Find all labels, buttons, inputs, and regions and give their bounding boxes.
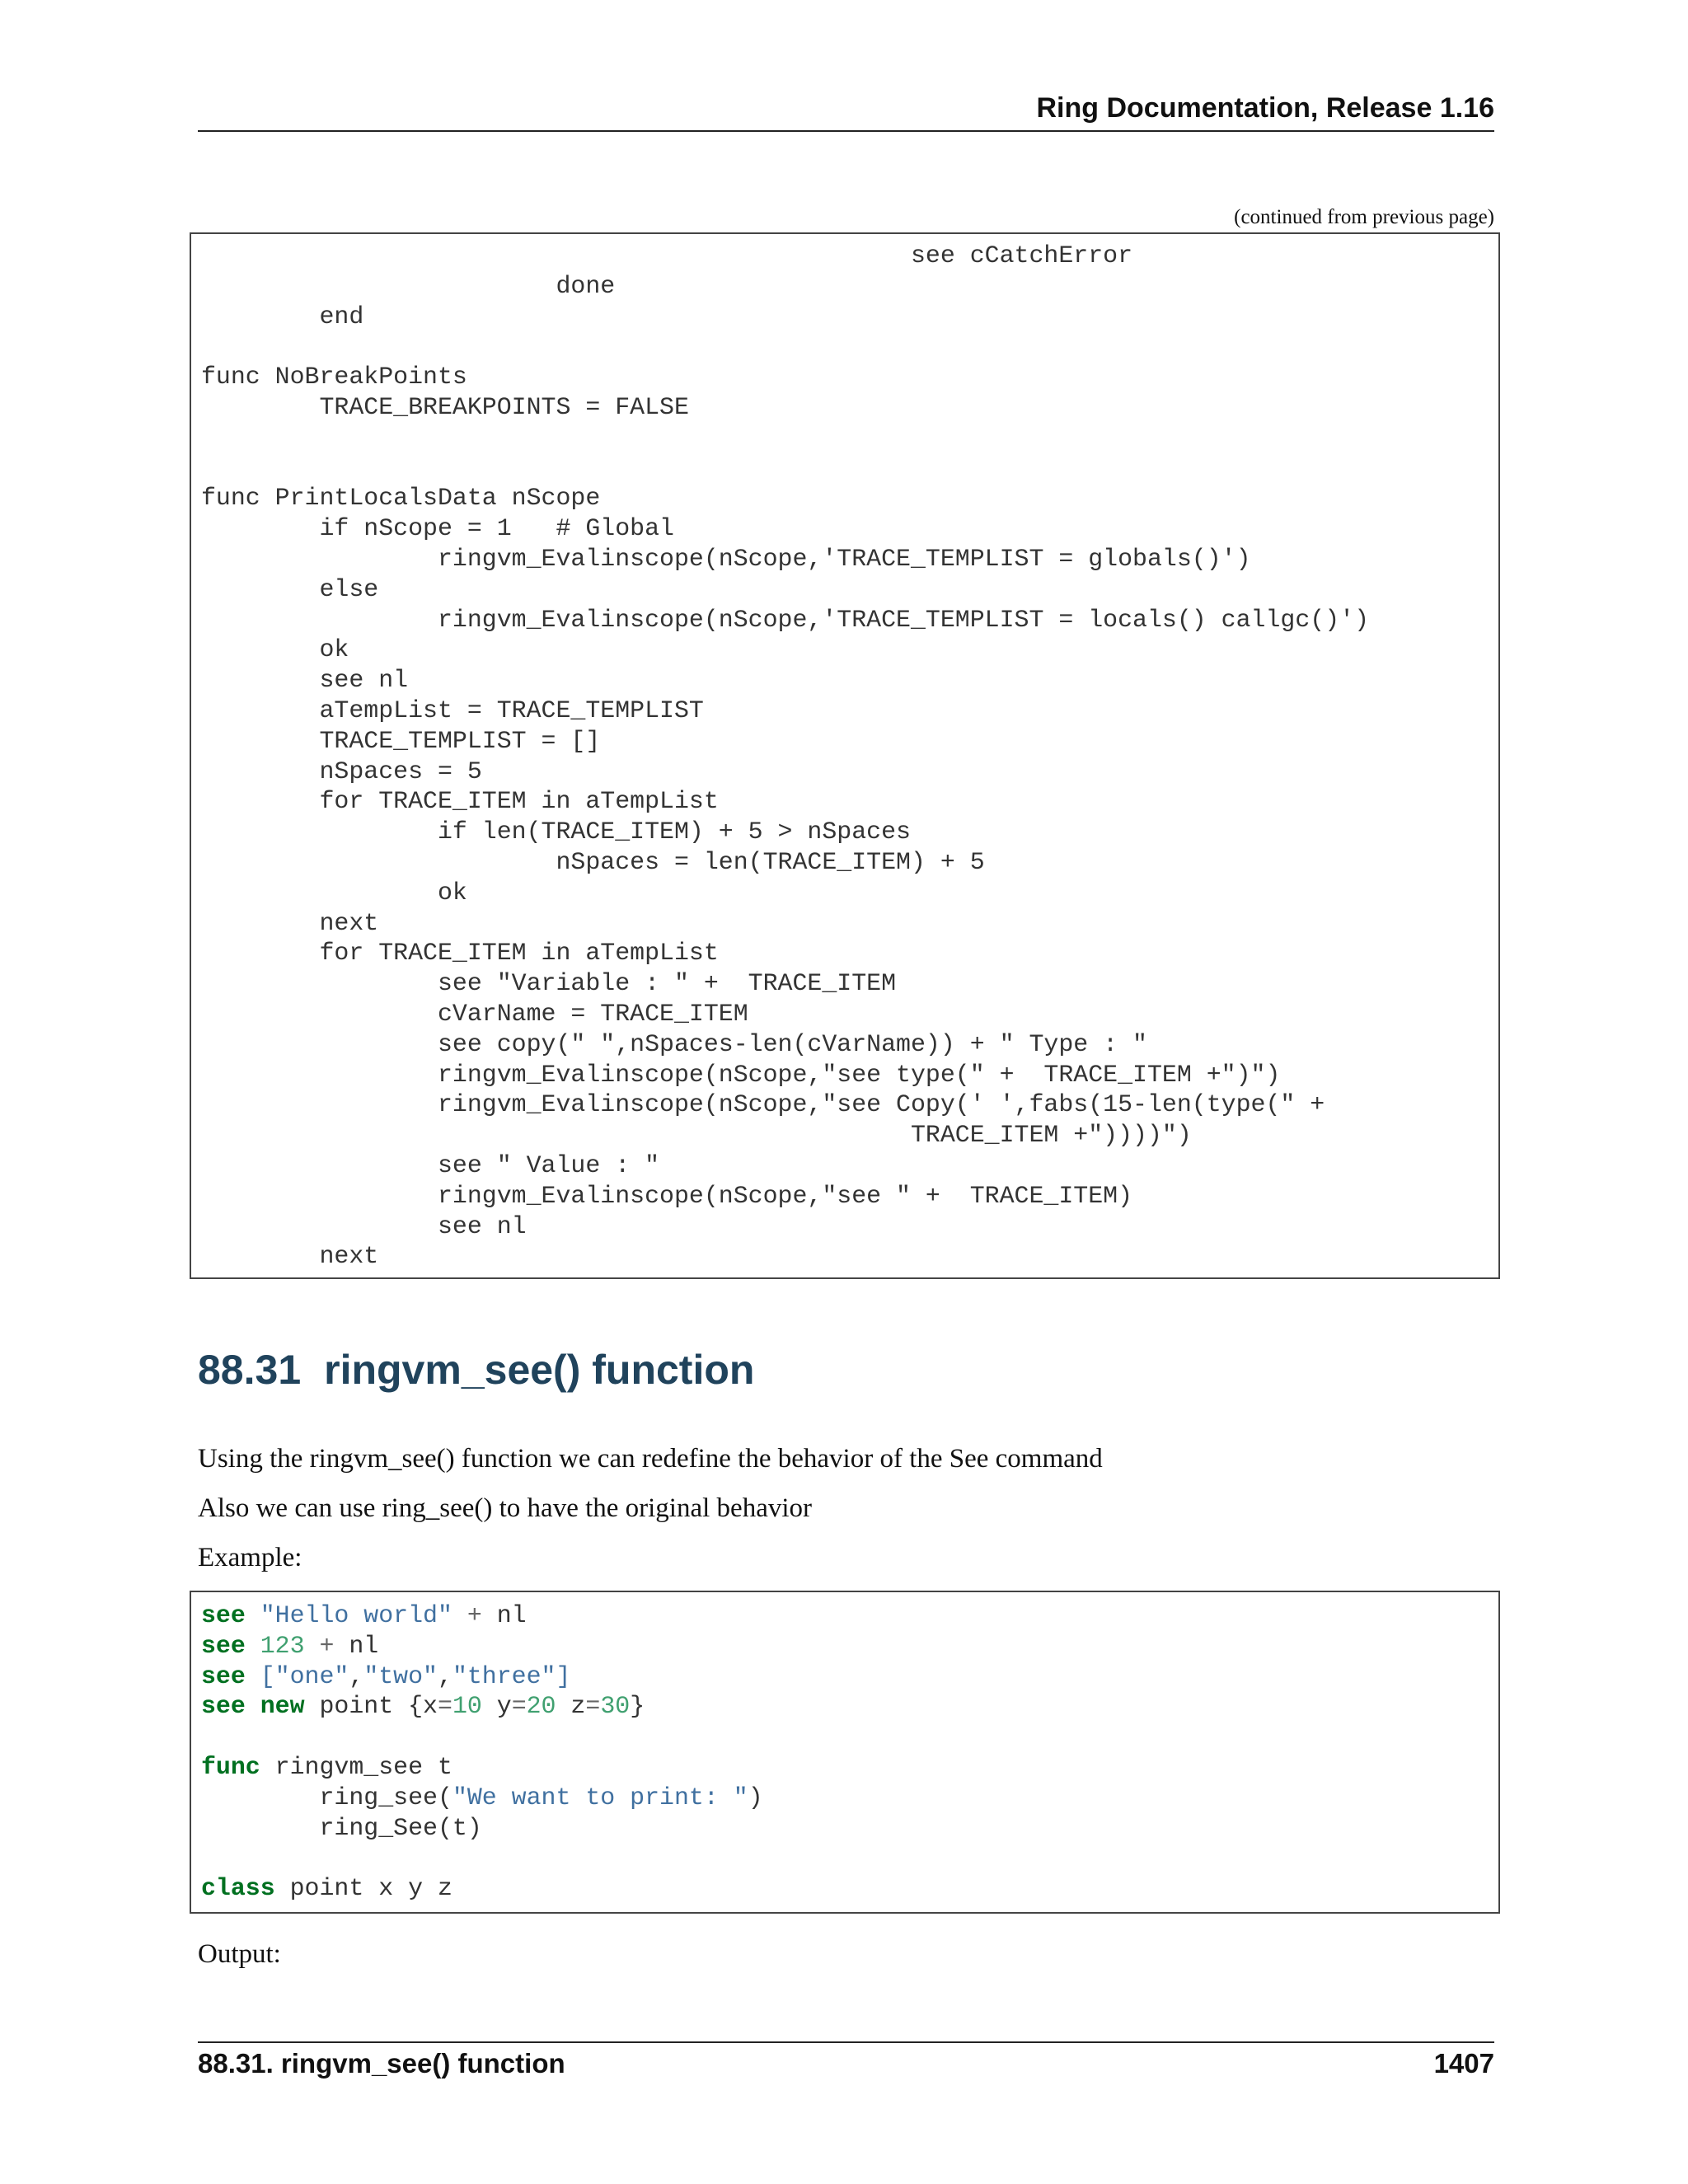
code-line: see " Value : " <box>201 1151 660 1179</box>
running-header-title: Ring Documentation, Release 1.16 <box>1036 92 1494 124</box>
code-line: see nl <box>201 1212 527 1240</box>
header-rule <box>198 130 1494 132</box>
code-line: TRACE_BREAKPOINTS = FALSE <box>201 392 689 421</box>
section-number: 88.31 <box>198 1347 302 1393</box>
code-line: cVarName = TRACE_ITEM <box>201 999 748 1028</box>
code-line: for TRACE_ITEM in aTempList <box>201 939 719 968</box>
paragraph-original-behavior: Also we can use ring_see() to have the original behavior <box>198 1493 812 1523</box>
code-text-trace <box>191 234 1498 1272</box>
code-line: done <box>201 271 616 300</box>
code-line: ringvm_Evalinscope(nScope,"see type(" + TRACE_ITEM +")") <box>201 1060 1281 1089</box>
footer-section-title: 88.31. ringvm_see() function <box>198 2048 565 2079</box>
code-line: end <box>201 302 364 330</box>
code-line: func NoBreakPoints <box>201 363 467 391</box>
code-line: nSpaces = 5 <box>201 757 482 785</box>
output-label: Output: <box>198 1939 281 1969</box>
code-line: ok <box>201 635 349 664</box>
code-line: TRACE_ITEM +"))))") <box>201 1121 1192 1150</box>
code-line: aTempList = TRACE_TEMPLIST <box>201 696 704 724</box>
code-line: next <box>201 908 379 937</box>
code-line: if nScope = 1 # Global <box>201 514 674 543</box>
code-line: ringvm_Evalinscope(nScope,'TRACE_TEMPLIST = locals() callgc()') <box>201 605 1370 634</box>
code-line: ringvm_Evalinscope(nScope,"see " + TRACE_ITEM) <box>201 1181 1133 1210</box>
code-line: nSpaces = len(TRACE_ITEM) + 5 <box>201 847 985 876</box>
code-line: ok <box>201 878 467 907</box>
code-line: see "Variable : " + TRACE_ITEM <box>201 969 897 998</box>
code-line: see copy(" ",nSpaces-len(cVarName)) + " Type : " <box>201 1029 1147 1058</box>
section-heading <box>198 1346 754 1394</box>
code-text-example: see "Hello world" + nl see 123 + nl see ["one","two","three"] see new point {x=10 y=20 z=30} func ringvm_see t ring_see("We want to print: ") ring_See(t) class point x y z <box>201 1601 763 1903</box>
code-line: next <box>201 1242 379 1271</box>
code-line: for TRACE_ITEM in aTempList <box>201 787 719 816</box>
code-line: if len(TRACE_ITEM) + 5 > nSpaces <box>201 818 911 846</box>
code-line: see cCatchError <box>201 241 1133 269</box>
code-line: else <box>201 574 379 603</box>
code-block-example <box>190 1591 1500 1914</box>
code-block-trace <box>190 232 1500 1279</box>
code-line: ringvm_Evalinscope(nScope,'TRACE_TEMPLIST = globals()') <box>201 544 1251 573</box>
footer-rule <box>198 2041 1494 2043</box>
section-title-text: ringvm_see() function <box>324 1347 755 1393</box>
code-line: TRACE_TEMPLIST = [] <box>201 726 601 755</box>
paragraph-redefine-see: Using the ringvm_see() function we can redefine the behavior of the See command <box>198 1444 1103 1474</box>
code-line: ringvm_Evalinscope(nScope,"see Copy(' ',fabs(15-len(type(" + <box>201 1090 1325 1119</box>
example-label: Example: <box>198 1543 302 1572</box>
code-line: see nl <box>201 666 409 695</box>
continued-note: (continued from previous page) <box>1234 206 1494 228</box>
code-line: func PrintLocalsData nScope <box>201 484 601 513</box>
footer-page-number: 1407 <box>1433 2048 1494 2079</box>
